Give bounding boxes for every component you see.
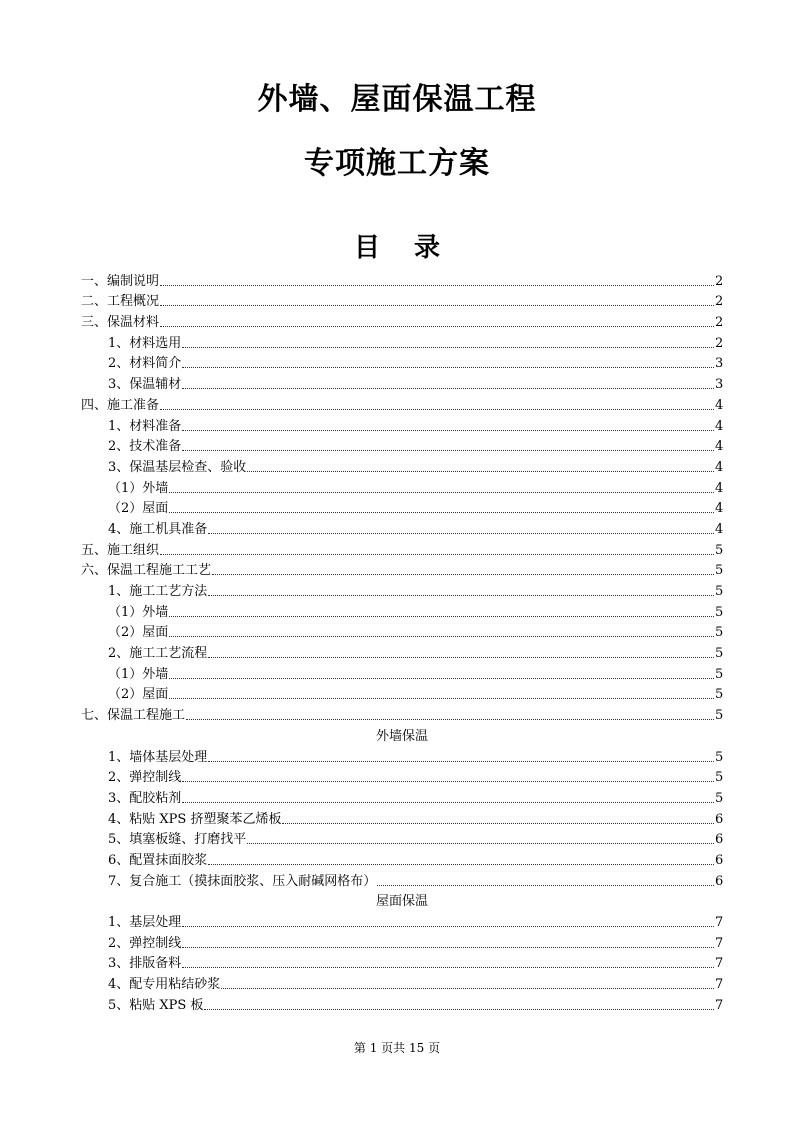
toc-entry-label: （1）外墙 — [108, 666, 169, 682]
toc-dot-leader — [169, 616, 714, 617]
toc-entry-label: 2、施工工艺流程 — [108, 646, 208, 662]
toc-entry-label: 3、排版备料 — [108, 956, 182, 972]
toc-dot-leader — [208, 657, 714, 658]
toc-dot-leader — [160, 409, 714, 410]
toc-entry-label: 4、配专用粘结砂浆 — [108, 977, 221, 993]
toc-entry[interactable] — [81, 703, 723, 724]
toc-section-subheading: 外墙保温 — [375, 728, 428, 744]
toc-entry-label: 7、复合施工（摸抹面胶浆、压入耐碱网格布） — [108, 873, 377, 889]
toc-entry[interactable] — [81, 683, 723, 704]
toc-entry-page-number: 7 — [715, 915, 724, 930]
toc-entry-page-number: 3 — [715, 356, 724, 372]
toc-entry-page-number: 5 — [715, 563, 724, 579]
toc-dot-leader — [377, 885, 714, 886]
toc-dot-leader — [208, 864, 714, 865]
toc-entry-label: 4、粘贴 XPS 挤塑聚苯乙烯板 — [108, 811, 282, 827]
toc-entry-page-number: 5 — [715, 542, 724, 558]
toc-entry-label: 3、保温辅材 — [108, 377, 182, 393]
document-title-line1: 外墙、屋面保温工程 — [257, 82, 537, 117]
toc-entry-page-number: 4 — [715, 480, 724, 496]
toc-entry[interactable] — [81, 579, 723, 600]
toc-entry-label: 六、保温工程施工工艺 — [81, 563, 212, 579]
toc-entry[interactable] — [81, 786, 723, 807]
toc-entry-label: 1、施工工艺方法 — [108, 584, 208, 599]
toc-entry[interactable] — [81, 372, 723, 393]
toc-entry[interactable] — [81, 952, 723, 973]
toc-entry-page-number: 2 — [715, 294, 724, 310]
toc-entry[interactable] — [81, 993, 723, 1014]
toc-entry-label: 1、墙体基层处理 — [108, 749, 208, 765]
toc-entry[interactable] — [81, 538, 723, 559]
toc-dot-leader — [182, 430, 714, 431]
toc-entry[interactable] — [81, 435, 723, 456]
toc-dot-leader — [204, 1009, 714, 1010]
toc-entry[interactable] — [81, 972, 723, 993]
toc-entry-page-number: 5 — [715, 708, 724, 724]
toc-dot-leader — [182, 367, 714, 368]
toc-dot-leader — [169, 636, 714, 637]
toc-entry-label: 2、技术准备 — [108, 439, 182, 455]
toc-dot-leader — [169, 678, 714, 679]
toc-entry[interactable] — [81, 766, 723, 787]
toc-entry[interactable] — [81, 745, 723, 766]
toc-entry[interactable] — [81, 600, 723, 621]
toc-entry[interactable] — [81, 290, 723, 311]
toc-entry-page-number: 5 — [715, 790, 724, 806]
toc-dot-leader — [182, 947, 714, 948]
toc-entry-page-number: 7 — [715, 935, 724, 951]
toc-entry-label: （1）外墙 — [108, 604, 169, 620]
toc-entry-page-number: 2 — [715, 335, 724, 351]
toc-dot-leader — [208, 595, 714, 596]
toc-entry[interactable] — [81, 393, 723, 414]
toc-entry-label: 5、粘贴 XPS 板 — [108, 997, 204, 1013]
toc-entry-label: （2）屋面 — [108, 687, 169, 703]
toc-entry-label: 四、施工准备 — [81, 397, 160, 413]
toc-entry-page-number: 3 — [715, 377, 724, 393]
toc-section-subheading: 屋面保温 — [375, 894, 428, 910]
toc-entry-label: （2）屋面 — [108, 501, 169, 517]
toc-entry-page-number: 2 — [715, 315, 724, 331]
toc-dot-leader — [182, 388, 714, 389]
toc-entry-page-number: 5 — [715, 749, 724, 765]
toc-entry-label: 5、填塞板缝、打磨找平 — [108, 832, 247, 848]
toc-entry-page-number: 6 — [715, 873, 724, 889]
toc-dot-leader — [186, 719, 714, 720]
toc-dot-leader — [160, 305, 714, 306]
toc-entry-label: 1、基层处理 — [108, 915, 182, 930]
toc-entry-page-number: 4 — [715, 418, 724, 434]
toc-entry-page-number: 4 — [715, 397, 724, 413]
toc-dot-leader — [221, 988, 714, 989]
toc-entry-page-number: 6 — [715, 832, 724, 848]
toc-entry[interactable] — [81, 828, 723, 849]
toc-dot-leader — [169, 492, 714, 493]
toc-entry[interactable] — [81, 517, 723, 538]
toc-dot-leader — [182, 347, 714, 348]
toc-dot-leader — [212, 574, 714, 575]
toc-entry-label: 2、弹控制线 — [108, 770, 182, 786]
toc-entry[interactable] — [81, 621, 723, 642]
toc-entry-label: 1、材料选用 — [108, 335, 182, 351]
toc-entry-page-number: 5 — [715, 770, 724, 786]
toc-entry[interactable] — [81, 910, 723, 931]
toc-dot-leader — [282, 823, 714, 824]
toc-dot-leader — [160, 285, 714, 286]
toc-entry[interactable] — [81, 807, 723, 828]
toc-entry-label: （2）屋面 — [108, 625, 169, 641]
toc-entry-label: 五、施工组织 — [81, 542, 160, 558]
toc-entry-page-number: 7 — [715, 956, 724, 972]
toc-entry-label: 1、材料准备 — [108, 418, 182, 434]
toc-entry-label: 2、材料简介 — [108, 356, 182, 372]
toc-entry-label: 二、工程概况 — [81, 294, 160, 310]
toc-dot-leader — [182, 781, 714, 782]
toc-entry-page-number: 6 — [715, 852, 724, 868]
toc-dot-leader — [182, 967, 714, 968]
toc-entry-label: 七、保温工程施工 — [81, 708, 186, 724]
toc-entry-page-number: 4 — [715, 521, 724, 537]
toc-entry-page-number: 6 — [715, 811, 724, 827]
toc-heading-char1: 目 — [353, 233, 380, 263]
toc-dot-leader — [247, 471, 714, 472]
toc-dot-leader — [247, 843, 714, 844]
toc-entry-label: 一、编制说明 — [81, 273, 160, 289]
toc-entry-page-number: 4 — [715, 501, 724, 517]
toc-entry-page-number: 7 — [715, 977, 724, 993]
toc-dot-leader — [169, 512, 714, 513]
toc-entry[interactable] — [81, 269, 723, 290]
toc-entry-page-number: 4 — [715, 439, 724, 455]
toc-entry-page-number: 5 — [715, 604, 724, 620]
toc-dot-leader — [182, 802, 714, 803]
toc-entry[interactable] — [81, 352, 723, 373]
toc-dot-leader — [160, 554, 714, 555]
toc-entry-page-number: 7 — [715, 997, 724, 1013]
toc-entry[interactable] — [81, 497, 723, 518]
toc-entry-label: 3、配胶粘剂 — [108, 790, 182, 806]
toc-entry-page-number: 5 — [715, 666, 724, 682]
toc-dot-leader — [182, 926, 714, 927]
table-of-contents — [81, 269, 723, 1014]
toc-dot-leader — [169, 698, 714, 699]
page-footer: 第 1 页共 15 页 — [353, 1041, 441, 1055]
toc-entry-label: 6、配置抹面胶浆 — [108, 852, 208, 868]
toc-entry[interactable] — [81, 848, 723, 869]
toc-entry[interactable] — [81, 476, 723, 497]
toc-entry-label: （1）外墙 — [108, 480, 169, 496]
toc-dot-leader — [182, 450, 714, 451]
toc-entry[interactable] — [81, 662, 723, 683]
toc-entry-label: 2、弹控制线 — [108, 935, 182, 951]
toc-dot-leader — [208, 533, 714, 534]
toc-entry-page-number: 4 — [715, 459, 724, 475]
toc-entry-label: 4、施工机具准备 — [108, 521, 208, 537]
toc-entry-page-number: 5 — [715, 584, 724, 599]
toc-entry[interactable] — [81, 310, 723, 331]
toc-entry[interactable] — [81, 931, 723, 952]
toc-entry-page-number: 5 — [715, 687, 724, 703]
toc-entry-label: 3、保温基层检查、验收 — [108, 459, 247, 475]
document-title-line2: 专项施工方案 — [304, 146, 490, 181]
toc-heading-char2: 录 — [414, 233, 441, 263]
toc-entry-page-number: 5 — [715, 646, 724, 662]
toc-entry-page-number: 5 — [715, 625, 724, 641]
toc-entry[interactable] — [81, 414, 723, 435]
toc-entry[interactable] — [81, 331, 723, 352]
toc-entry[interactable] — [81, 641, 723, 662]
toc-entry[interactable] — [81, 869, 723, 890]
toc-heading — [0, 230, 794, 266]
toc-entry-label: 三、保温材料 — [81, 315, 160, 331]
toc-entry[interactable] — [81, 559, 723, 580]
toc-entry-page-number: 2 — [715, 273, 724, 289]
toc-dot-leader — [160, 326, 714, 327]
toc-entry[interactable] — [81, 455, 723, 476]
toc-dot-leader — [208, 761, 714, 762]
